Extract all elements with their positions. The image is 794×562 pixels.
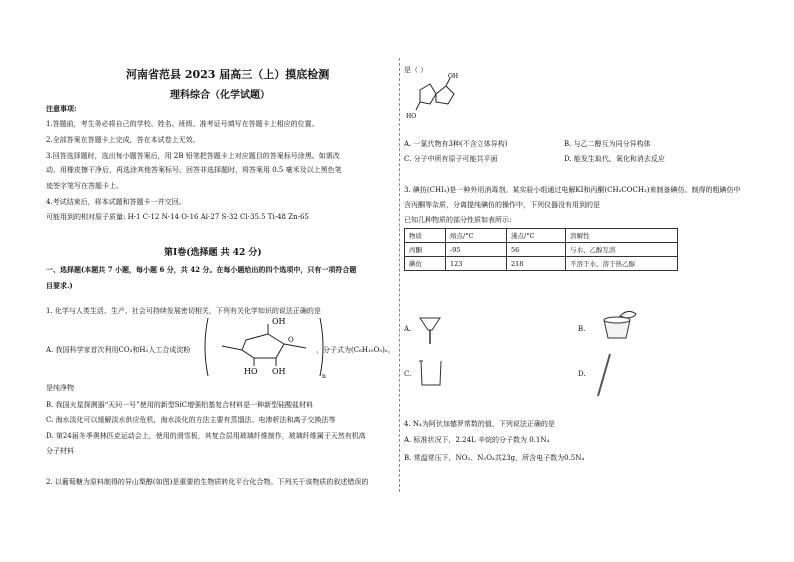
table-row bbox=[405, 243, 678, 257]
q4-option-b: B. 常温常压下，NO₂、N₂O₄共23g，所含电子数为0.5N₄ bbox=[404, 454, 585, 462]
q1-option-d-cont: 分子材料 bbox=[46, 447, 74, 455]
oh-label: OH bbox=[448, 73, 459, 80]
table-cell: 218 bbox=[507, 257, 566, 271]
question-3-stem-cont: 已知几种物质的部分性质如表所示: bbox=[404, 216, 512, 224]
ho-label: HO bbox=[244, 367, 258, 376]
note-line: 4.考试结束后，将本试题和答题卡一并交回。 bbox=[46, 198, 186, 206]
isosorbide-structure bbox=[406, 72, 470, 124]
question-1-stem: 1. 化学与人类生活、生产、社会可持续发展密切相关，下列有关化学知识的说法正确的是 bbox=[46, 307, 321, 315]
note-line: 迹签字笔写在答题卡上。 bbox=[46, 182, 123, 190]
question-3-stem-cont: 含丙酮等杂质，分离提纯碘仿的操作中，下列仪器没有用到的是 bbox=[404, 201, 600, 209]
notes-heading: 注意事项: bbox=[46, 104, 77, 113]
table-cell: 123 bbox=[446, 257, 507, 271]
n-subscript: n bbox=[322, 373, 326, 380]
crucible-icon bbox=[600, 306, 640, 342]
q4-option-a: A. 标准状况下，2.24L 辛烷的分子数为 0.1N₄ bbox=[404, 436, 550, 444]
note-line: 1.答题前，考生务必将自己的学校、姓名、班级、准考证号填写在答题卡上相应的位置。 bbox=[46, 120, 319, 128]
q3-option-b: B. bbox=[578, 325, 586, 333]
column-divider bbox=[399, 58, 400, 492]
q1-option-a-formula: ，分子式为(C₆H₁₀O₅)ₙ， bbox=[316, 346, 395, 354]
glass-rod-icon bbox=[594, 352, 614, 398]
table-cell: 丙酮 bbox=[405, 243, 446, 257]
question-4-stem: 4. N₄为阿伏加德罗常数的值，下列说法正确的是 bbox=[404, 420, 555, 428]
q1-option-a: A. 我国科学家首次利用CO₂和H₂人工合成淀粉 bbox=[46, 346, 191, 354]
q2-option-a: A. 一氯代物有3种(不含立体异构) bbox=[404, 140, 508, 148]
section-intro: 一、选择题(本题共 7 小题，每小题 6 分，共 42 分。在每小题给出的四个选项中，只有一项符合题 bbox=[46, 265, 357, 274]
ho-label: HO bbox=[406, 113, 417, 120]
table-cell: -95 bbox=[446, 243, 507, 257]
q2-option-b: B. 与乙二醇互为同分异构体 bbox=[564, 140, 651, 148]
q3-option-a: A. bbox=[404, 325, 412, 333]
funnel-icon bbox=[418, 316, 442, 346]
table-header: 溶解性 bbox=[566, 229, 678, 243]
table-cell: 与水、乙醇互溶 bbox=[566, 243, 678, 257]
q3-option-d: D. bbox=[578, 370, 586, 378]
table-cell: 56 bbox=[507, 243, 566, 257]
atomic-masses: 可能用到的相对原子质量: H-1 C-12 N-14 O-16 Al-27 S-32 Cl-35.5 Ti-48 Zn-65 bbox=[46, 213, 309, 221]
exam-subtitle: 理科综合（化学试题） bbox=[170, 90, 270, 101]
note-line: 3.回答选择题时，选出每小题答案后，用 2B 铅笔把答题卡上对应题目的答案标号涂黑。如需改 bbox=[46, 152, 340, 160]
q2-option-d: D. 能发生取代、氧化和消去反应 bbox=[564, 155, 665, 163]
table-cell: 碘仿 bbox=[405, 257, 446, 271]
section-intro: 目要求.) bbox=[46, 281, 73, 290]
properties-table bbox=[404, 228, 678, 271]
beaker-icon bbox=[418, 358, 444, 388]
section-title: 第Ⅰ卷(选择题 共 42 分) bbox=[164, 248, 262, 258]
table-header: 沸点/°C bbox=[507, 229, 566, 243]
q1-option-b: B. 我国火星探测器“天问一号”使用的新型SiC增强铝基复合材料是一种新型硅酸盐材料 bbox=[46, 401, 314, 409]
table-header: 熔点/°C bbox=[446, 229, 507, 243]
oh-label: OH bbox=[272, 317, 286, 326]
q1-option-c: C. 海水淡化可以缓解淡水供应危机，海水淡化的方法主要有蒸馏法、电渗析法和离子交换法等 bbox=[46, 416, 336, 424]
q2-option-c: C. 分子中所有原子可能共平面 bbox=[404, 155, 498, 163]
q1-option-d: D. 第24届冬季奥林匹克运动会上，使用的滑雪板，其复合层用玻璃纤维制作，玻璃纤维属于天然有机高 bbox=[46, 432, 366, 440]
note-line: 2.全部答案在答题卡上完成，答在本试卷上无效。 bbox=[46, 136, 200, 144]
table-header-row bbox=[405, 229, 678, 243]
exam-title: 河南省范县 2023 届高三（上）摸底检测 bbox=[126, 68, 330, 81]
ring-oxygen-label: O bbox=[288, 336, 294, 344]
question-3-stem: 3. 碘仿(CHI₃)是一种外用消毒剂。某实验小组通过电解KI和丙酮(CH₃COCH₃)来制备碘仿。制得的粗碘仿中 bbox=[404, 186, 741, 194]
table-header: 物质 bbox=[405, 229, 446, 243]
table-cell: 不溶于水，溶于热乙醇 bbox=[566, 257, 678, 271]
q3-option-c: C. bbox=[404, 370, 412, 378]
table-row bbox=[405, 257, 678, 271]
question-2-stem: 2. 以葡萄糖为原料制得的异山梨醇(如图)是重要的生物质转化平台化合物。下列关于该物质的叙述错误的 bbox=[46, 478, 369, 486]
q1-option-a-cont: 是纯净物 bbox=[46, 384, 74, 392]
q2-stem-cont: 是（ ） bbox=[404, 66, 428, 74]
note-line: 动，用橡皮擦干净后，再选涂其他答案标号。回答非选择题时，将答案用 0.5 毫米及以上黑色笔 bbox=[46, 166, 342, 174]
oh-label: OH bbox=[272, 367, 286, 376]
starch-structure-diagram bbox=[202, 312, 326, 382]
